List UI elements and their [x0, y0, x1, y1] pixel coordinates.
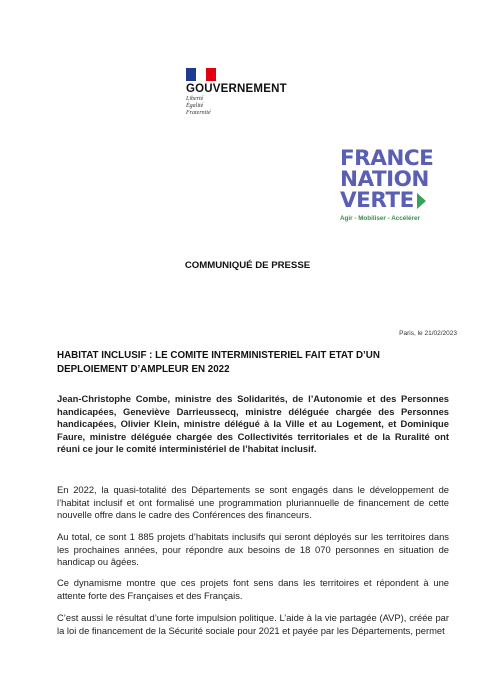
- body-paragraph: Ce dynamisme montre que ces projets font sens dans les territoires et répondent à une attente forte des Françaises et des Français.: [57, 577, 449, 601]
- lead-paragraph: Jean-Christophe Combe, ministre des Solidarités, de l’Autonomie et des Personnes handicapées, Geneviève Darrieussecq, ministre déléguée chargée des Personnes handicapées, Olivier Klein, ministre délégué à la Ville et au Logement, et Dominique Faure, ministre déléguée chargée des Collectivités territoriales et de la Ruralité ont réuni ce jour le comité interministériel de l’habitat inclusif.: [57, 393, 449, 455]
- marianne-flag-icon: [186, 68, 216, 81]
- fnv-line-nation: NATION: [340, 167, 429, 192]
- press-release-title: HABITAT INCLUSIF : LE COMITE INTERMINISTERIEL FAIT ETAT D’UN DEPLOIEMENT D’AMPLEUR EN 2022: [57, 350, 380, 375]
- document-date: Paris, le 21/02/2023: [399, 330, 457, 337]
- republic-motto: Liberté Égalité Fraternité: [186, 96, 211, 116]
- fnv-line-france: FRANCE: [340, 146, 434, 171]
- fnv-tagline: Agir - Mobiliser - Accélérer: [340, 215, 420, 222]
- arrow-right-icon: [417, 193, 426, 209]
- body-paragraph: En 2022, la quasi-totalité des Départements se sont engagés dans le développement de l’habitat inclusif et ont formalisé une programmation pluriannuelle de financement de cette nouvelle offre dans le cadre des Conférences des financeurs.: [57, 484, 449, 521]
- document-heading: COMMUNIQUÉ DE PRESSE: [184, 260, 311, 271]
- fnv-line-verte: VERTE: [340, 190, 460, 211]
- gouvernement-name: GOUVERNEMENT: [186, 83, 287, 95]
- body-paragraph: Au total, ce sont 1 885 projets d’habitats inclusifs qui seront déployés sur les territoires dans les prochaines années, pour répondre aux besoins de 18 070 personnes en situation de handicap ou âgées.: [57, 531, 449, 568]
- gouvernement-logo: [186, 68, 296, 117]
- body-paragraph: C’est aussi le résultat d’une forte impulsion politique. L’aide à la vie partagée (AVP), créée par la loi de financement de la Sécurité sociale pour 2021 et payée par les Départements, permet: [57, 612, 449, 636]
- france-nation-verte-logo: [340, 148, 460, 222]
